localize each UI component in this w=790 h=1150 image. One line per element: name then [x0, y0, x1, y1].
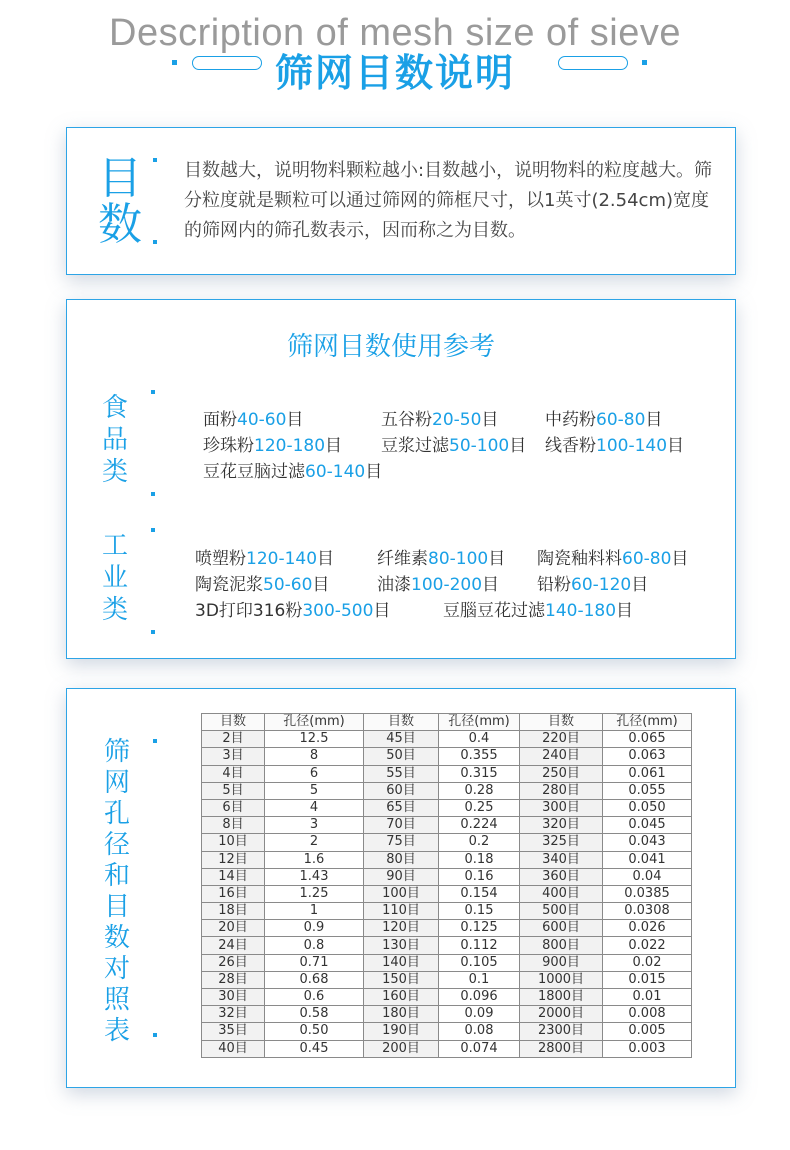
aperture-cell: 5: [265, 782, 364, 799]
mesh-count-cell: 1000目: [520, 971, 603, 988]
mesh-definition-panel: [66, 127, 736, 275]
table-row: [202, 834, 692, 851]
aperture-cell: 0.50: [265, 1023, 364, 1040]
table-row: [202, 920, 692, 937]
mesh-count-cell: 200目: [364, 1040, 439, 1057]
mesh-count-cell: 60目: [364, 782, 439, 799]
mesh-count-cell: 35目: [202, 1023, 265, 1040]
industry-category-label: 工 业 类: [101, 531, 128, 625]
table-row: [202, 1006, 692, 1023]
mesh-count-cell: 6目: [202, 799, 265, 816]
mesh-count-cell: 130目: [364, 937, 439, 954]
side-label-char: 孔: [103, 799, 130, 829]
aperture-cell: 0.8: [265, 937, 364, 954]
page-header: [0, 0, 790, 100]
mesh-count-cell: 360目: [520, 868, 603, 885]
aperture-cell: 1.43: [265, 868, 364, 885]
aperture-cell: 0.041: [603, 851, 692, 868]
table-side-label: [97, 737, 137, 1047]
mesh-count-cell: 2300目: [520, 1023, 603, 1040]
aperture-cell: 1.6: [265, 851, 364, 868]
divider-bar: [151, 390, 153, 496]
table-row: [202, 765, 692, 782]
aperture-cell: 8: [265, 748, 364, 765]
mesh-count-cell: 50目: [364, 748, 439, 765]
mesh-aperture-table-panel: [66, 688, 736, 1088]
table-row: [202, 748, 692, 765]
header-mesh: 目数: [202, 714, 265, 731]
mesh-count-cell: 150目: [364, 971, 439, 988]
aperture-cell: 0.68: [265, 971, 364, 988]
table-row: [202, 731, 692, 748]
header-mesh: 目数: [364, 714, 439, 731]
mesh-count-cell: 3目: [202, 748, 265, 765]
mesh-count-cell: 18目: [202, 903, 265, 920]
mesh-count-cell: 190目: [364, 1023, 439, 1040]
mesh-count-cell: 320目: [520, 817, 603, 834]
mesh-count-cell: 80目: [364, 851, 439, 868]
mesh-count-cell: 340目: [520, 851, 603, 868]
header-aperture: 孔径(mm): [603, 714, 692, 731]
mesh-count-cell: 800目: [520, 937, 603, 954]
mesh-count-cell: 24目: [202, 937, 265, 954]
table-row: [202, 937, 692, 954]
mesh-count-cell: 160目: [364, 989, 439, 1006]
aperture-cell: 0.9: [265, 920, 364, 937]
aperture-cell: 0.02: [603, 954, 692, 971]
mesh-count-cell: 220目: [520, 731, 603, 748]
aperture-cell: 12.5: [265, 731, 364, 748]
industry-item: 陶瓷泥浆50-60目: [195, 575, 330, 595]
table-row: [202, 1023, 692, 1040]
aperture-cell: 0.050: [603, 799, 692, 816]
title-english: Description of mesh size of sieve: [109, 12, 681, 54]
aperture-cell: 0.065: [603, 731, 692, 748]
mesh-count-cell: 30目: [202, 989, 265, 1006]
aperture-cell: 3: [265, 817, 364, 834]
aperture-cell: 0.154: [439, 885, 520, 902]
aperture-cell: 0.063: [603, 748, 692, 765]
aperture-cell: 1: [265, 903, 364, 920]
mesh-count-cell: 4目: [202, 765, 265, 782]
mesh-count-cell: 110目: [364, 903, 439, 920]
aperture-cell: 0.18: [439, 851, 520, 868]
food-item: 线香粉100-140目: [545, 436, 685, 456]
mesh-count-cell: 26目: [202, 954, 265, 971]
table-row: [202, 1040, 692, 1057]
aperture-cell: 0.15: [439, 903, 520, 920]
table-row: [202, 903, 692, 920]
header-mesh: 目数: [520, 714, 603, 731]
side-label-char: 数: [103, 923, 130, 953]
mesh-count-cell: 45目: [364, 731, 439, 748]
table-row: [202, 799, 692, 816]
aperture-cell: 2: [265, 834, 364, 851]
mesh-count-cell: 5目: [202, 782, 265, 799]
mesh-count-cell: 300目: [520, 799, 603, 816]
aperture-cell: 0.0308: [603, 903, 692, 920]
aperture-cell: 0.096: [439, 989, 520, 1006]
aperture-cell: 0.1: [439, 971, 520, 988]
side-label-char: 表: [103, 1016, 130, 1046]
table-row: [202, 817, 692, 834]
mesh-count-cell: 325目: [520, 834, 603, 851]
mesh-count-cell: 120目: [364, 920, 439, 937]
mesh-count-cell: 65目: [364, 799, 439, 816]
aperture-cell: 0.01: [603, 989, 692, 1006]
divider-bar: [151, 528, 153, 634]
aperture-cell: 6: [265, 765, 364, 782]
mesh-count-cell: 75目: [364, 834, 439, 851]
side-label-char: 照: [103, 985, 130, 1015]
aperture-cell: 0.04: [603, 868, 692, 885]
usage-title: 筛网目数使用参考: [286, 332, 495, 362]
aperture-cell: 0.28: [439, 782, 520, 799]
aperture-cell: 0.2: [439, 834, 520, 851]
aperture-cell: 0.005: [603, 1023, 692, 1040]
mesh-count-cell: 2000目: [520, 1006, 603, 1023]
mesh-label: 目 数: [98, 153, 142, 250]
side-label-char: 对: [103, 954, 130, 984]
food-category-label: 食 品 类: [101, 393, 128, 487]
aperture-cell: 0.58: [265, 1006, 364, 1023]
industry-item: 3D打印316粉300-500目: [195, 601, 391, 621]
aperture-cell: 0.45: [265, 1040, 364, 1057]
industry-item: 油漆100-200目: [377, 575, 500, 595]
mesh-count-cell: 12目: [202, 851, 265, 868]
mesh-count-cell: 2800目: [520, 1040, 603, 1057]
mesh-count-cell: 70目: [364, 817, 439, 834]
industry-item: 豆腦豆花过滤140-180目: [443, 601, 634, 621]
aperture-cell: 0.09: [439, 1006, 520, 1023]
aperture-cell: 0.25: [439, 799, 520, 816]
side-label-char: 网: [103, 768, 130, 798]
side-label-char: 和: [103, 861, 130, 891]
mesh-count-cell: 180目: [364, 1006, 439, 1023]
mesh-count-cell: 55目: [364, 765, 439, 782]
table-row: [202, 885, 692, 902]
aperture-cell: 0.6: [265, 989, 364, 1006]
aperture-cell: 4: [265, 799, 364, 816]
aperture-cell: 0.061: [603, 765, 692, 782]
mesh-count-cell: 140目: [364, 954, 439, 971]
mesh-aperture-table: [201, 713, 692, 1058]
aperture-cell: 0.08: [439, 1023, 520, 1040]
mesh-count-cell: 280目: [520, 782, 603, 799]
aperture-cell: 0.71: [265, 954, 364, 971]
mesh-count-cell: 40目: [202, 1040, 265, 1057]
aperture-cell: 0.112: [439, 937, 520, 954]
aperture-cell: 1.25: [265, 885, 364, 902]
table-body: [202, 731, 692, 1058]
side-label-char: 筛: [103, 737, 130, 767]
mesh-count-cell: 16目: [202, 885, 265, 902]
table-row: [202, 954, 692, 971]
aperture-cell: 0.043: [603, 834, 692, 851]
aperture-cell: 0.015: [603, 971, 692, 988]
header-aperture: 孔径(mm): [265, 714, 364, 731]
industry-item: 喷塑粉120-140目: [195, 549, 335, 569]
food-item: 面粉40-60目: [203, 410, 304, 430]
mesh-count-cell: 250目: [520, 765, 603, 782]
food-item: 五谷粉20-50目: [381, 410, 499, 430]
table-header-row: [202, 714, 692, 731]
mesh-count-cell: 90目: [364, 868, 439, 885]
aperture-cell: 0.045: [603, 817, 692, 834]
mesh-count-cell: 240目: [520, 748, 603, 765]
table-row: [202, 868, 692, 885]
mesh-count-cell: 1800目: [520, 989, 603, 1006]
title-chinese: 筛网目数说明: [274, 51, 515, 95]
mesh-count-cell: 10目: [202, 834, 265, 851]
table-row: [202, 782, 692, 799]
food-item: 豆花豆脑过滤60-140目: [203, 462, 383, 482]
aperture-cell: 0.026: [603, 920, 692, 937]
mesh-count-cell: 400目: [520, 885, 603, 902]
mesh-count-cell: 100目: [364, 885, 439, 902]
mesh-count-cell: 600目: [520, 920, 603, 937]
decor-dot-right: [642, 60, 647, 65]
aperture-cell: 0.022: [603, 937, 692, 954]
mesh-count-cell: 20目: [202, 920, 265, 937]
aperture-cell: 0.105: [439, 954, 520, 971]
aperture-cell: 0.4: [439, 731, 520, 748]
aperture-cell: 0.055: [603, 782, 692, 799]
decor-pill-right: [558, 56, 628, 70]
mesh-count-cell: 28目: [202, 971, 265, 988]
side-label-char: 径: [103, 830, 130, 860]
divider-bar: [153, 739, 155, 1037]
header-aperture: 孔径(mm): [439, 714, 520, 731]
aperture-cell: 0.224: [439, 817, 520, 834]
aperture-cell: 0.003: [603, 1040, 692, 1057]
industry-item: 陶瓷釉料料60-80目: [537, 549, 689, 569]
aperture-cell: 0.0385: [603, 885, 692, 902]
aperture-cell: 0.355: [439, 748, 520, 765]
mesh-description: 目数越大，说明物料颗粒越小:目数越小，说明物料的粒度越大。筛分粒度就是颗粒可以通过筛网的筛框尺寸，以1英寸(2.54cm)宽度的筛网内的筛孔数表示，因而称之为目数。: [184, 160, 713, 241]
mesh-count-cell: 2目: [202, 731, 265, 748]
mesh-count-cell: 500目: [520, 903, 603, 920]
food-item: 珍珠粉120-180目: [203, 436, 343, 456]
usage-reference-panel: [66, 299, 736, 659]
table-row: [202, 851, 692, 868]
table-row: [202, 989, 692, 1006]
food-item: 中药粉60-80目: [545, 410, 663, 430]
divider-bar: [153, 158, 155, 244]
industry-item: 铅粉60-120目: [537, 575, 649, 595]
side-label-char: 目: [103, 892, 130, 922]
table-row: [202, 971, 692, 988]
aperture-cell: 0.008: [603, 1006, 692, 1023]
food-item: 豆浆过滤50-100目: [381, 436, 527, 456]
aperture-cell: 0.074: [439, 1040, 520, 1057]
mesh-count-cell: 14目: [202, 868, 265, 885]
mesh-count-cell: 8目: [202, 817, 265, 834]
aperture-cell: 0.315: [439, 765, 520, 782]
industry-item: 纤维素80-100目: [377, 549, 506, 569]
mesh-count-cell: 32目: [202, 1006, 265, 1023]
aperture-cell: 0.16: [439, 868, 520, 885]
mesh-count-cell: 900目: [520, 954, 603, 971]
aperture-cell: 0.125: [439, 920, 520, 937]
